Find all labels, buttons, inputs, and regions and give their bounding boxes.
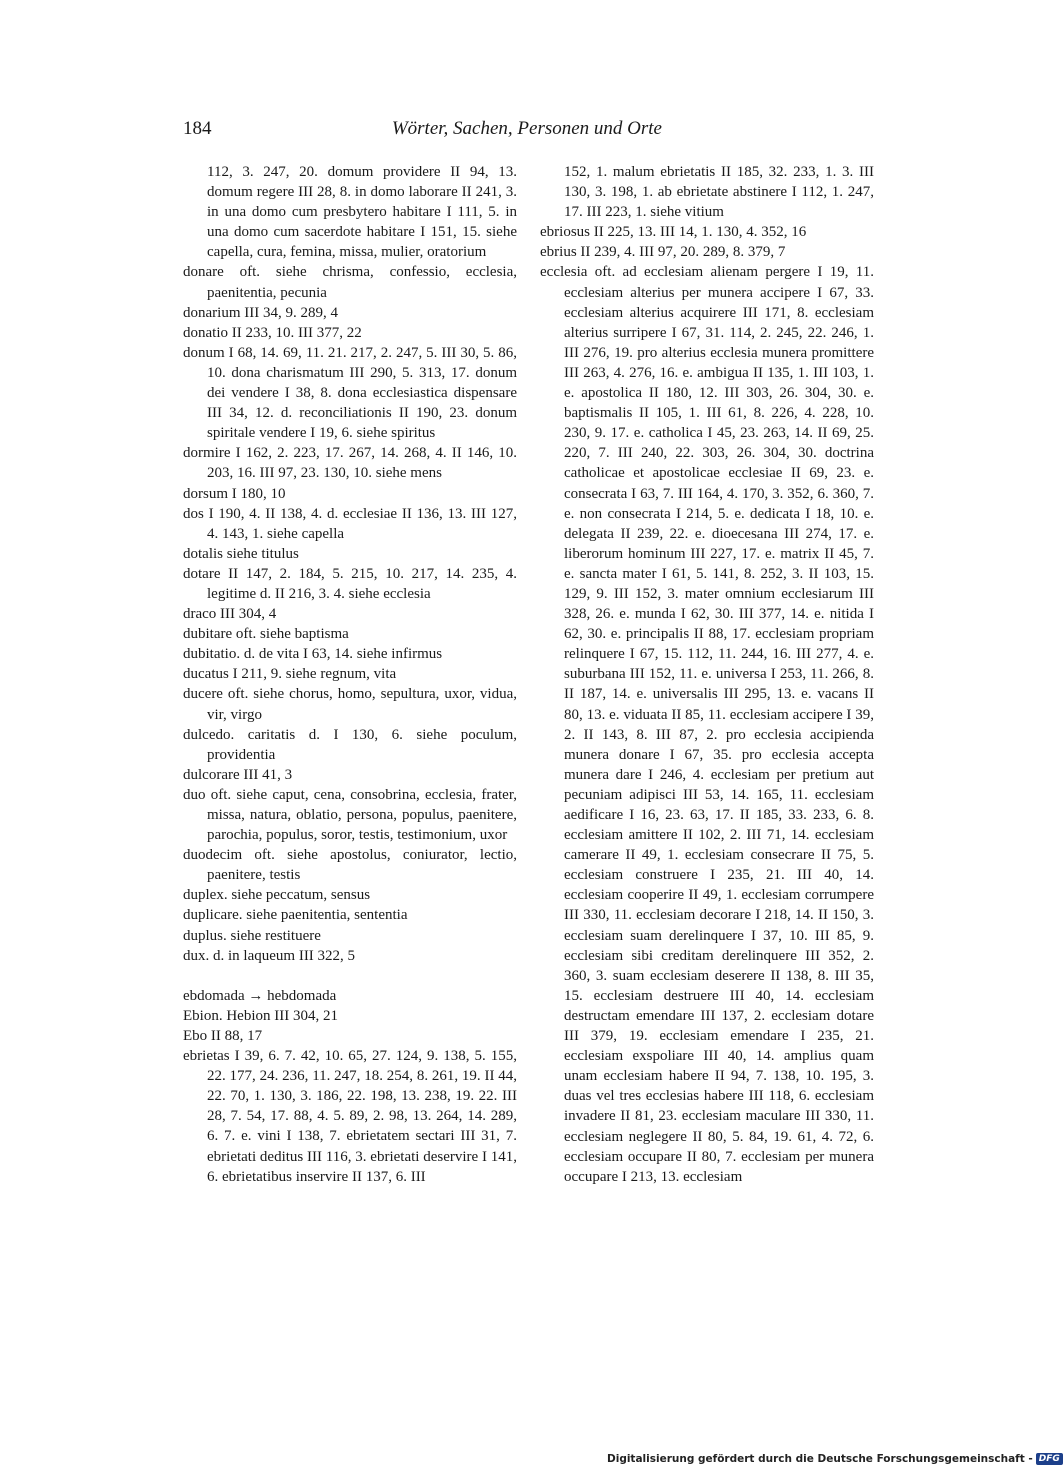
index-entry: dubitare oft. siehe baptisma <box>183 626 349 643</box>
index-entry: duo oft. siehe caput, cena, consobrina, ecclesia, frater, missa, natura, oblatio, persona, populus, paenitere, parochia, populus, soror, testis, testimonium, uxor <box>183 786 517 844</box>
index-entry: dormire I 162, 2. 223, 17. 267, 14. 268, 4. II 146, 10. 203, 16. III 97, 23. 130, 10. siehe mens <box>183 445 517 482</box>
running-title: Wörter, Sachen, Personen und Orte <box>391 118 662 139</box>
index-entry: dulcedo. caritatis d. I 130, 6. siehe poculum, providentia <box>183 726 517 763</box>
index-entry: dos I 190, 4. II 138, 4. d. ecclesiae II 136, 13. III 127, 4. 143, 1. siehe capella <box>183 505 517 542</box>
footer-text: Digitalisierung gefördert durch die Deutsche Forschungsgemeinschaft - <box>607 1453 1033 1465</box>
index-entry: ecclesia oft. ad ecclesiam alienam pergere I 19, 11. ecclesiam alterius per munera accipere I 67, 33. ecclesiam alterius acquirere III 171, 8. ecclesiam alterius surripere I 67, 31. 114, 2. 245, 22. 246, 1. III 276, 19. pro alterius ecclesia munera promittere III 263, 4. 276, 16. e. ambigua II 135, 1. III 103, 1. e. apostolica II 180, 12. III 303, 26. 304, 30. e. baptismalis II 105, 1. III 61, 8. 226, 4. 228, 10. 230, 9. 17. e. catholica I 45, 23. 263, 14. II 69, 25. 220, 7. III 240, 22. 303, 26. 304, 30. doctrina catholicae et apostolicae ecclesiae II 69, 23. e. consecrata I 63, 7. III 164, 4. 170, 3. 352, 6. 360, 7. e. non consecrata I 214, 5. e. dedicata I 18, 10. e. delegata II 239, 22. e. dioecesana III 274, 17. e. liberorum hominum III 227, 17. e. matrix II 45, 7. e. sancta mater I 61, 5. 141, 8. 252, 3. II 103, 15. 129, 9. III 152, 3. mater omnium ecclesiarum III 328, 26. e. munda I 62, 30. III 377, 14. e. nitida I 62, 30. e. principalis II 88, 17. ecclesiam propriam relinquere I 67, 15. 112, 11. 244, 16. III 277, 4. e. suburbana III 152, 11. e. universa I 253, 11. 266, 8. II 187, 14. e. universalis III 295, 13. e. vacans II 80, 13. e. viduata II 85, 11. ecclesiam accipere I 39, 2. II 143, 8. III 87, 2. pro ecclesia accipienda munera donare I 67, 35. pro ecclesia accepta munera dare I 246, 4. ecclesiam per pretium aut pecuniam adipisci III 53, 14. 165, 11. ecclesiam aedificare I 16, 23. 63, 17. II 185, 33. 233, 6. 8. ecclesiam amittere II 102, 2. III 71, 14. ecclesiam camerare II 49, 1. ecclesiam consecrare II 75, 5. ecclesiam construere I 235, 21. III 40, 14. ecclesiam cooperire II 49, 1. ecclesiam corrumpere III 330, 11. ecclesiam decorare I 218, 14. II 150, 3. ecclesiam suam derelinquere I 37, 10. III 85, 9. ecclesiam sibi creditam derelinquere III 352, 2. 360, 3. suam ecclesiam deserere II 138, 8. III 35, 15. ecclesiam destruere III 40, 14. ecclesiam destructam emendare III 137, 2. ecclesiam dotare III 379, 19. ecclesiam emendare I 235, 21. ecclesiam exspoliare III 40, 14. amplius quam unam ecclesiam habere II 94, 7. 138, 10. 195, 3. duas vel tres ecclesias habere III 118, 6. ecclesiam invadere II 81, 23. ecclesiam maculare III 330, 11. ecclesiam neglegere II 80, 5. 84, 19. 61, 4. 72, 6. ecclesiam occupare II 80, 7. ecclesiam per munera occupare I 213, 13. ecclesiam <box>540 264 874 1185</box>
index-entry: dux. d. in laqueum III 322, 5 <box>183 947 356 964</box>
index-entry: Ebo II 88, 17 <box>183 1027 263 1044</box>
index-entry: draco III 304, 4 <box>183 606 277 623</box>
index-entry: donarium III 34, 9. 289, 4 <box>183 304 338 321</box>
index-entry: ducere oft. siehe chorus, homo, sepultura, uxor, vidua, vir, virgo <box>183 686 517 723</box>
page-number: 184 <box>183 118 212 139</box>
index-entry: duodecim oft. siehe apostolus, coniurator, lectio, paenitere, testis <box>183 847 517 884</box>
right-column <box>540 162 874 1187</box>
index-entry: dotalis siehe titulus <box>183 545 299 562</box>
index-entry: Ebion. Hebion III 304, 21 <box>183 1007 338 1024</box>
index-entry: dorsum I 180, 10 <box>183 485 286 502</box>
index-entry: duplicare. siehe paenitentia, sententia <box>183 907 408 924</box>
index-entry: duplex. siehe peccatum, sensus <box>183 887 371 904</box>
index-entry: ebriosus II 225, 13. III 14, 1. 130, 4. 352, 16 <box>540 224 807 241</box>
index-entry: ebrius II 239, 4. III 97, 20. 289, 8. 379, 7 <box>540 244 786 261</box>
index-entry: ebrietas I 39, 6. 7. 42, 10. 65, 27. 124, 9. 138, 5. 155, 22. 177, 24. 236, 11. 247, 18. 254, 8. 261, 19. II 44, 22. 70, 1. 130, 3. 186, 22. 198, 13. 238, 19. 22. III 28, 7. 54, 17. 88, 4. 5. 89, 2. 98, 13. 264, 14. 289, 6. 7. e. vini I 138, 7. ebrietatem sectari III 31, 7. ebrietati deditus III 116, 3. ebrietati deservire I 141, 6. ebrietatibus inservire II 137, 6. III <box>183 1048 517 1185</box>
index-entry: donatio II 233, 10. III 377, 22 <box>183 324 362 341</box>
section-gap <box>183 966 517 986</box>
index-entry: 112, 3. 247, 20. domum providere II 94, 13. domum regere III 28, 8. in domo laborare II 241, 3. in una domo cum presbytero habitare I 111, 5. in una domo cum sacerdote habitare I 151, 15. siehe capella, cura, femina, missa, mulier, oratorium <box>207 164 517 261</box>
index-entry: ebdomada → hebdomada <box>183 987 337 1004</box>
index-entry: duplus. siehe restituere <box>183 927 321 944</box>
index-entry: dubitatio. d. de vita I 63, 14. siehe infirmus <box>183 646 443 663</box>
index-entry: 152, 1. malum ebrietatis II 185, 32. 233, 1. 3. III 130, 3. 198, 1. ab ebrietate abstinere I 112, 1. 247, 17. III 223, 1. siehe vitium <box>564 164 874 221</box>
index-entry: dotare II 147, 2. 184, 5. 215, 10. 217, 14. 235, 4. legitime d. II 216, 3. 4. siehe ecclesia <box>183 565 517 602</box>
index-entry: donum I 68, 14. 69, 11. 21. 217, 2. 247, 5. III 30, 5. 86, 10. dona charismatum III 290, 5. 313, 17. donum dei vendere I 38, 8. dona ecclesiastica dispensare III 34, 12. d. reconciliationis II 190, 23. donum spiritale vendere I 19, 6. siehe spiritus <box>183 344 517 442</box>
footer-credit <box>607 1453 1063 1465</box>
left-column <box>183 162 517 1187</box>
index-entry: dulcorare III 41, 3 <box>183 766 293 783</box>
dfg-logo: DFG <box>1036 1453 1063 1465</box>
index-entry: donare oft. siehe chrisma, confessio, ecclesia, paenitentia, pecunia <box>183 264 517 301</box>
index-entry: ducatus I 211, 9. siehe regnum, vita <box>183 666 397 683</box>
